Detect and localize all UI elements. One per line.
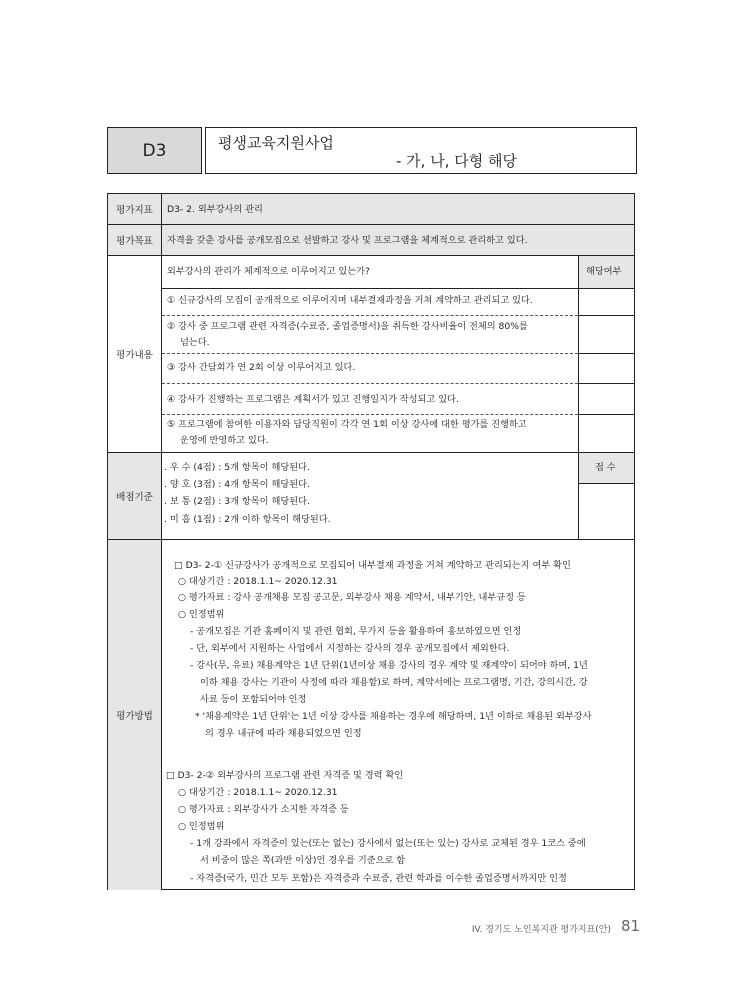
method-line-1: □ D3- 2-① 신규강사가 공개적으로 모집되어 내부결재 과정을 거쳐 계약하고 관리되는지 여부 확인 bbox=[174, 560, 571, 571]
method-line-14: ○ 평가자료 : 외부강사가 소지한 자격증 등 bbox=[178, 804, 349, 815]
method-line-9: 사료 등이 포함되어야 인정 bbox=[200, 694, 307, 705]
method-line-12: □ D3- 2-② 외부강사의 프로그램 관련 자격증 및 경력 확인 bbox=[166, 770, 404, 781]
score-item-2: . 양 호 (3점) : 4개 항목이 해당된다. bbox=[164, 479, 310, 490]
method-line-17: 서 비중이 많은 쪽(과반 이상)인 경우를 기준으로 함 bbox=[200, 855, 406, 866]
method-line-13: ○ 대상기간 : 2018.1.1~ 2020.12.31 bbox=[178, 787, 338, 798]
method-line-10: * '채용계약은 1년 단위'는 1년 이상 강사를 채용하는 경우에 해당하며, 1년 이하로 채용된 외부강사 bbox=[195, 711, 592, 722]
indicator-value: D3- 2. 외부강사의 관리 bbox=[167, 204, 263, 215]
section-subtitle: - 가, 나, 다형 해당 bbox=[396, 152, 517, 170]
method-line-6: - 단, 외부에서 지원하는 사업에서 지정하는 강사의 경우 공개모집에서 제외한다. bbox=[190, 643, 510, 654]
footer-text: IV. 경기도 노인복지관 평가지표(안) bbox=[471, 925, 611, 935]
indicator-label: 평가지표 bbox=[108, 194, 162, 224]
score-label: 배점기준 bbox=[108, 453, 162, 539]
evaluation-table bbox=[107, 193, 635, 890]
method-line-2: ○ 대상기간 : 2018.1.1~ 2020.12.31 bbox=[178, 576, 338, 587]
content-label: 평가내용 bbox=[108, 256, 162, 452]
section-code-box bbox=[107, 127, 202, 174]
score-item-1: . 우 수 (4점) : 5개 항목이 해당된다. bbox=[164, 462, 310, 473]
page-number: 81 bbox=[621, 917, 641, 935]
method-line-3: ○ 평가자료 : 강사 공개채용 모집 공고문, 외부강사 채용 계약서, 내부기안, 내부규정 등 bbox=[178, 592, 526, 603]
score-item-4: . 미 흡 (1점) : 2개 이하 항목이 해당된다. bbox=[164, 514, 331, 525]
content-item-2: ② 강사 중 프로그램 관련 자격증(수료증, 졸업증명서)을 취득한 강사비율이 전체의 80%를 bbox=[167, 321, 528, 332]
score-item-3: . 보 통 (2점) : 3개 항목이 해당된다. bbox=[164, 496, 310, 507]
method-label: 평가방법 bbox=[108, 540, 162, 890]
method-line-4: ○ 인정범위 bbox=[178, 609, 225, 620]
method-line-18: - 자격증(국가, 민간 모두 포함)은 자격증과 수료증, 관련 학과를 이수한 졸업증명서까지만 인정 bbox=[190, 873, 567, 884]
goal-value: 자격을 갖춘 강사를 공개모집으로 선발하고 강사 및 프로그램을 체계적으로 관리하고 있다. bbox=[167, 235, 528, 246]
goal-label: 평가목표 bbox=[108, 225, 162, 255]
content-item-1: ① 신규강사의 모집이 공개적으로 이루어지며 내부결재과정을 거쳐 계약하고 관리되고 있다. bbox=[167, 295, 533, 306]
section-title-box bbox=[205, 127, 637, 174]
content-item-3: ③ 강사 간담회가 연 2회 이상 이루어지고 있다. bbox=[167, 362, 356, 373]
content-item-5: ⑤ 프로그램에 참여한 이용자와 담당직원이 각각 연 1회 이상 강사에 대한 평가를 진행하고 bbox=[167, 419, 527, 430]
method-line-15: ○ 인정범위 bbox=[178, 821, 225, 832]
score-header: 점 수 bbox=[595, 462, 616, 473]
applicable-label: 해당여부 bbox=[586, 266, 622, 277]
method-line-11: 의 경우 내규에 따라 채용되었으면 인정 bbox=[205, 728, 362, 739]
method-line-8: 이하 채용 강사는 기관이 사정에 따라 채용함)로 하며, 계약서에는 프로그램명, 기간, 강의시간, 강 bbox=[200, 677, 588, 688]
content-item-4: ④ 강사가 진행하는 프로그램은 계획서가 있고 진행일지가 작성되고 있다. bbox=[167, 394, 459, 405]
content-item-2-cont: 넘는다. bbox=[180, 337, 210, 348]
section-title: 평생교육지원사업 bbox=[218, 134, 334, 152]
method-line-7: - 강사(무, 유료) 채용계약은 1년 단위(1년이상 채용 강사의 경우 계약 및 재계약이 되어야 하며, 1년 bbox=[190, 660, 588, 671]
method-line-5: - 공개모집은 기관 홈페이지 및 관련 협회, 무가지 등을 활용하여 홍보하였으면 인정 bbox=[190, 626, 522, 637]
section-code: D3 bbox=[142, 140, 167, 161]
method-line-16: - 1개 강좌에서 자격증이 있는(또는 없는) 강사에서 없는(또는 있는) 강사로 교체된 경우 1코스 중에 bbox=[190, 838, 586, 849]
content-item-5-cont: 운영에 반영하고 있다. bbox=[180, 435, 269, 446]
content-question: 외부강사의 관리가 체계적으로 이루어지고 있는가? bbox=[167, 266, 370, 277]
